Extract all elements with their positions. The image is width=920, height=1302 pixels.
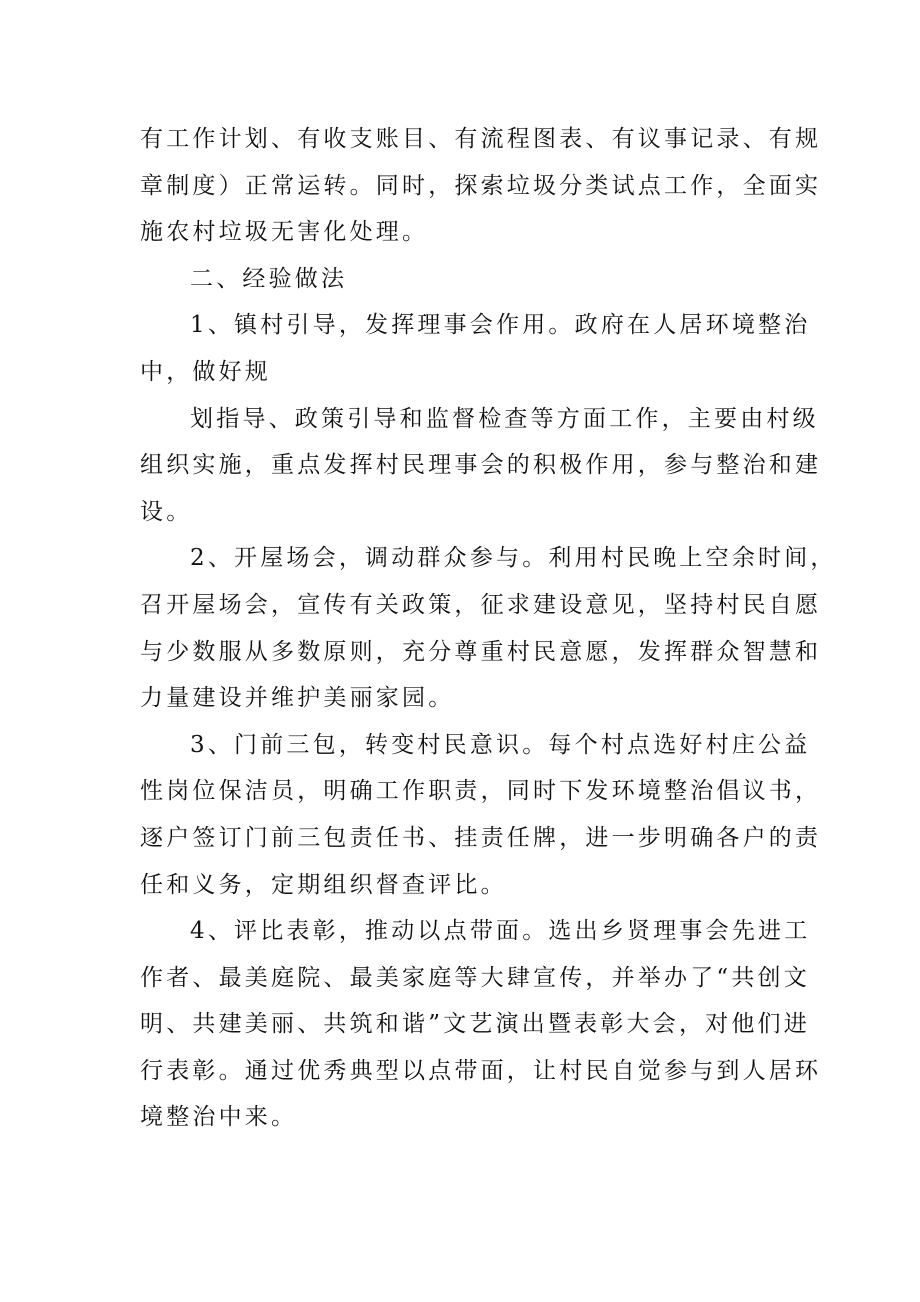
text-line: 设。	[140, 498, 193, 525]
text-line: 有工作计划、有收支账目、有流程图表、有议事记录、有规	[140, 126, 822, 152]
text-line: 2、开屋场会，调动群众参与。利用村民晚上空余时间，	[190, 545, 837, 572]
text-line: 任和义务，定期组织督查评比。	[140, 871, 507, 898]
text-line: 章制度）正常运转。同时，探索垃圾分类试点工作，全面实	[140, 172, 822, 199]
text-line: 行表彰。通过优秀典型以点带面，让村民自觉参与到人居环	[140, 1057, 822, 1084]
text-line: 中，做好规	[140, 358, 271, 385]
text-line: 与少数服从多数原则，充分尊重村民意愿，发挥群众智慧和	[140, 638, 822, 665]
text-line: 组织实施，重点发挥村民理事会的积极作用，参与整治和建	[140, 452, 822, 479]
text-line: 1、镇村引导，发挥理事会作用。政府在人居环境整治	[190, 312, 811, 339]
text-line: 划指导、政策引导和监督检查等方面工作，主要由村级	[190, 405, 819, 432]
text-line: 3、门前三包，转变村民意识。每个村点选好村庄公益	[190, 731, 811, 758]
text-line: 召开屋场会，宣传有关政策，征求建设意见，坚持村民自愿	[140, 591, 822, 618]
text-line: 境整治中来。	[140, 1104, 298, 1131]
text-line: 明、共建美丽、共筑和谐”文艺演出暨表彰大会，对他们进	[140, 1011, 810, 1038]
document-body	[140, 116, 837, 1141]
text-line: 施农村垃圾无害化处理。	[140, 219, 429, 246]
section-heading: 二、经验做法	[190, 265, 348, 292]
text-line: 4、评比表彰，推动以点带面。选出乡贤理事会先进工	[190, 918, 811, 945]
text-line: 力量建设并维护美丽家园。	[140, 685, 455, 712]
text-line: 性岗位保洁员，明确工作职责，同时下发环境整治倡议书，	[140, 778, 822, 805]
text-line: 逐户签订门前三包责任书、挂责任牌，进一步明确各户的责	[140, 824, 822, 851]
text-line: 作者、最美庭院、最美家庭等大肆宣传，并举办了“共创文	[140, 964, 810, 991]
